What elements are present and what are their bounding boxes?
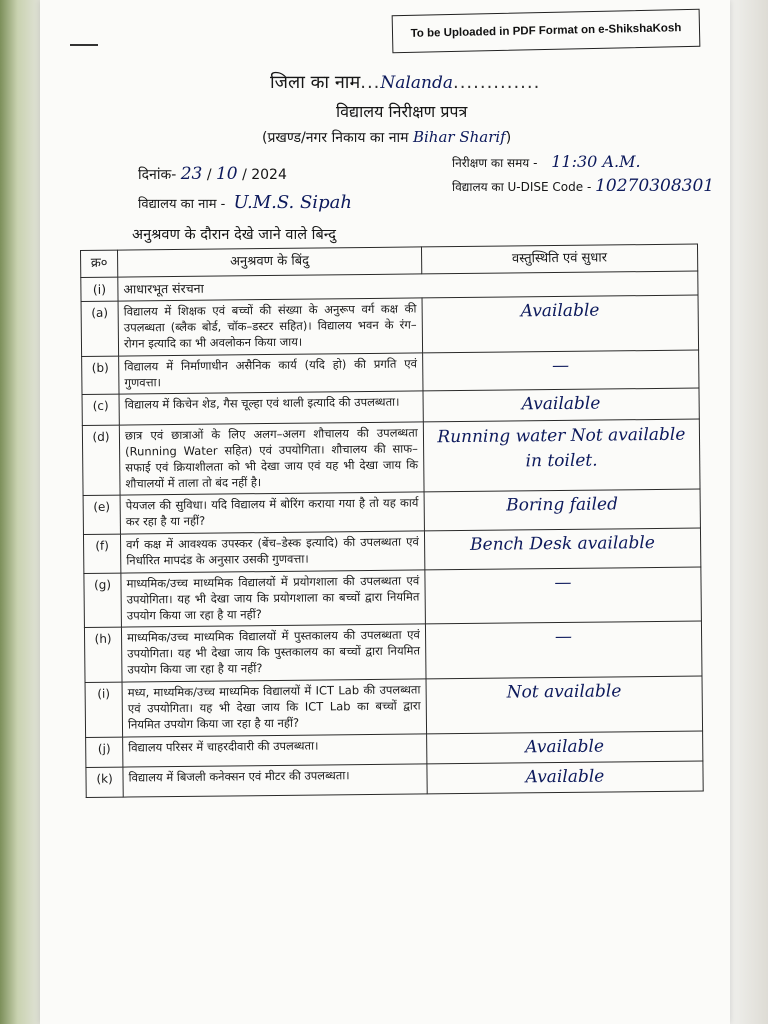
table-row bbox=[81, 295, 699, 356]
time-value: 11:30 A.M. bbox=[551, 152, 641, 171]
row-point: विद्यालय में शिक्षक एवं बच्चों की संख्या के अनुरूप वर्ग कक्ष की उपलब्धता (ब्लैक बोर्ड, चॉक–डस्टर सहित)। विद्यालय भवन के रंग–रोगन इत्यादि का भी अवलोकन किया जाय। bbox=[118, 298, 422, 356]
date-line bbox=[138, 164, 287, 184]
date-year: / 2024 bbox=[242, 167, 287, 183]
row-point: मध्य, माध्यमिक/उच्च माध्यमिक विद्यालयों में ICT Lab की उपलब्धता एवं उपयोगिता। यह भी देखा जाय कि ICT Lab का बच्चों द्वारा नियमित उपयोग किया जा रहा है या नहीं? bbox=[122, 679, 426, 737]
school-label: विद्यालय का नाम - bbox=[138, 197, 226, 212]
table-row bbox=[82, 350, 699, 395]
block-label: (प्रखण्ड/नगर निकाय का नाम bbox=[262, 130, 409, 146]
udise-line bbox=[452, 176, 714, 196]
school-line bbox=[138, 192, 352, 213]
block-value: Bihar Sharif bbox=[412, 128, 506, 146]
row-point: वर्ग कक्ष में आवश्यक उपस्कर (बेंच–डेस्क इत्यादि) की उपलब्धता एवं निर्धारित मापदंड के अनुसार उसकी गुणवत्ता। bbox=[121, 531, 425, 573]
date-month: 10 bbox=[215, 164, 238, 184]
table-row bbox=[82, 419, 700, 496]
table-row bbox=[83, 489, 700, 534]
table-row bbox=[85, 676, 703, 737]
inspection-table bbox=[80, 244, 704, 799]
upload-stamp: To be Uploaded in PDF Format on e-ShikshaKosh bbox=[392, 9, 701, 53]
row-status: Bench Desk available bbox=[470, 533, 655, 556]
column-header: क्र० bbox=[81, 250, 118, 277]
school-value: U.M.S. Sipah bbox=[233, 192, 352, 213]
block-close: ) bbox=[505, 130, 512, 146]
row-code: (e) bbox=[83, 495, 120, 534]
district-label: जिला का नाम bbox=[270, 72, 361, 93]
row-point: छात्र एवं छात्राओं के लिए अलग–अलग शौचालय की उपलब्धता (Running Water सहित) एवं उपयोगिता। शौचालय की साफ–सफाई एवं क्रियाशीलता को भी देखा जाय एवं यह भी देखा जाय कि शौचालयों में ताला तो बंद नहीं है। bbox=[119, 422, 423, 496]
row-point: माध्यमिक/उच्च माध्यमिक विद्यालयों में पुस्तकालय की उपलब्धता एवं उपयोगिता। यह भी देखा जाय कि पुस्तकालय का बच्चों द्वारा नियमित उपयोग किया जा रहा है या नहीं? bbox=[121, 624, 425, 682]
udise-value: 10270308301 bbox=[595, 176, 715, 196]
row-status: — bbox=[554, 627, 573, 648]
district-value: Nalanda bbox=[380, 73, 453, 93]
row-status: Available bbox=[525, 766, 605, 788]
time-line bbox=[452, 152, 641, 171]
table-row bbox=[83, 528, 700, 573]
row-status: Available bbox=[521, 394, 601, 415]
row-code: (i) bbox=[85, 682, 123, 737]
row-code: (f) bbox=[83, 534, 120, 573]
row-status: — bbox=[554, 572, 572, 593]
points-heading: अनुश्रवण के दौरान देखे जाने वाले बिन्दु bbox=[132, 227, 336, 243]
pen-mark bbox=[70, 44, 98, 46]
date-label: दिनांक- bbox=[138, 167, 177, 183]
row-point: विद्यालय में बिजली कनेक्सन एवं मीटर की उपलब्धता। bbox=[123, 764, 427, 798]
column-header: वस्तुस्थिति एवं सुधार bbox=[421, 244, 698, 274]
section-title: आधारभूत संरचना bbox=[118, 271, 698, 301]
row-point: माध्यमिक/उच्च माध्यमिक विद्यालयों में प्रयोगशाला की उपलब्धता एवं उपयोगिता। यह भी देखा जाय कि प्रयोगशाला का बच्चों द्वारा नियमित उपयोग किया जा रहा है या नहीं? bbox=[121, 570, 425, 628]
row-point: विद्यालय में किचेन शेड, गैस चूल्हा एवं थाली इत्यादि की उपलब्धता। bbox=[119, 391, 423, 425]
form-title: विद्यालय निरीक्षण प्रपत्र bbox=[336, 102, 468, 121]
date-separator: / bbox=[206, 167, 212, 183]
row-status: Running water Not available in toilet. bbox=[437, 424, 686, 472]
row-status: Not available bbox=[506, 681, 622, 703]
district-line: जिला का नाम...Nalanda............. bbox=[270, 72, 541, 93]
row-status: Boring failed bbox=[506, 494, 619, 516]
background-left bbox=[0, 0, 44, 1024]
udise-label: विद्यालय का U-DISE Code - bbox=[452, 180, 592, 194]
date-day: 23 bbox=[180, 164, 203, 184]
row-status: Available bbox=[520, 300, 600, 322]
row-code: (k) bbox=[86, 767, 123, 798]
row-code: (a) bbox=[81, 301, 119, 356]
table-row bbox=[84, 621, 702, 682]
column-header: अनुश्रवण के बिंदु bbox=[118, 247, 422, 277]
row-point: विद्यालय में निर्माणाधीन असैनिक कार्य (यदि हो) की प्रगति एवं गुणवत्ता। bbox=[119, 353, 423, 395]
table-row bbox=[84, 567, 702, 628]
section-code: (i) bbox=[81, 277, 118, 302]
block-line bbox=[262, 128, 511, 147]
table-row bbox=[86, 761, 703, 798]
row-status: — bbox=[552, 355, 570, 376]
row-code: (b) bbox=[82, 356, 119, 395]
background-right bbox=[728, 0, 768, 1024]
row-code: (h) bbox=[84, 627, 122, 682]
row-code: (c) bbox=[82, 395, 119, 426]
time-label: निरीक्षण का समय - bbox=[452, 156, 538, 170]
row-point: विद्यालय परिसर में चाहरदीवारी की उपलब्धता। bbox=[123, 733, 427, 767]
row-code: (d) bbox=[82, 425, 120, 496]
row-status: Available bbox=[525, 736, 605, 757]
row-point: पेयजल की सुविधा। यदि विद्यालय में बोरिंग कराया गया है तो यह कार्य कर रहा है या नहीं? bbox=[120, 492, 424, 534]
row-code: (j) bbox=[86, 737, 123, 768]
row-code: (g) bbox=[84, 573, 122, 628]
